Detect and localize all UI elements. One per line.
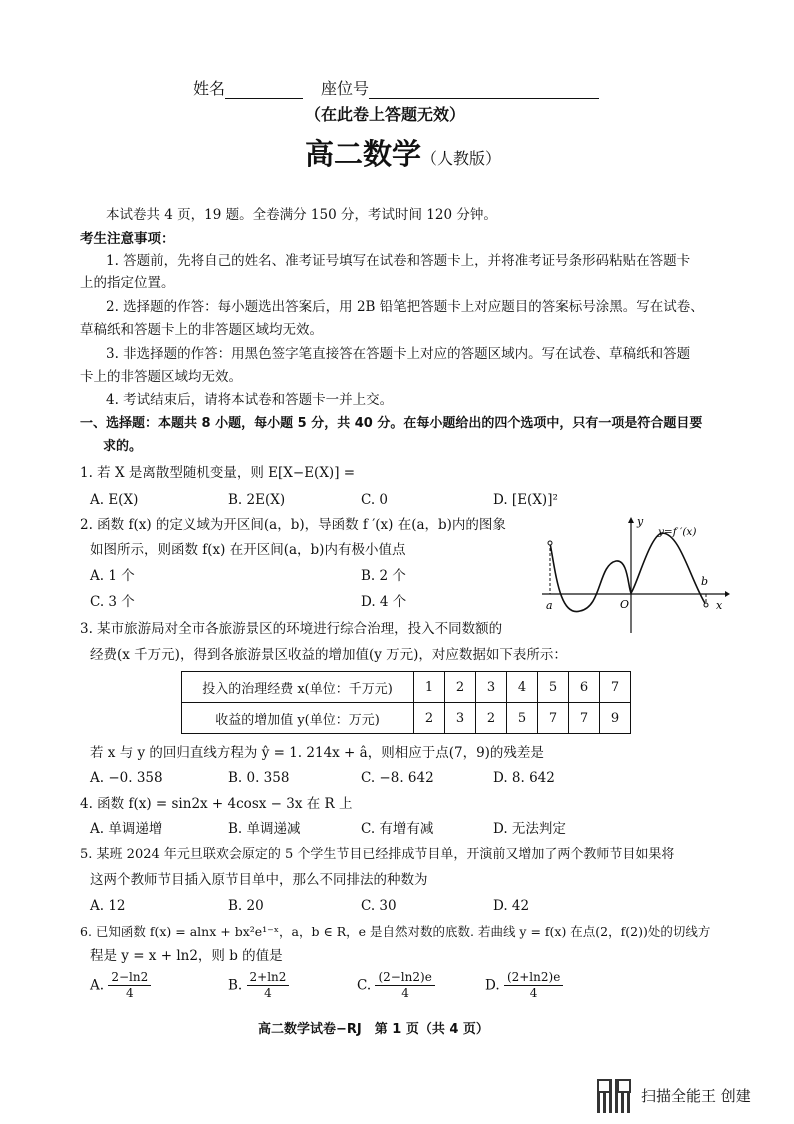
- name-blank: [225, 84, 303, 99]
- note-3b: 卡上的非答题区域均无效。: [80, 369, 242, 385]
- title-edition: （人教版）: [421, 149, 502, 168]
- y-cell: 2: [476, 703, 507, 734]
- q3-stem-a: 3. 某市旅游局对全市各旅游景区的环境进行综合治理，投入不同数额的: [80, 621, 503, 637]
- q4-option-d: D. 无法判定: [493, 821, 566, 837]
- q6-option-c: [357, 970, 435, 1001]
- q6-d-numerator: (2+ln2)e: [504, 970, 563, 986]
- intro-summary: 本试卷共 4 页，19 题。全卷满分 150 分，考试时间 120 分钟。: [106, 207, 497, 223]
- q3-regression: 若 x 与 y 的回归直线方程为 ŷ = 1. 214x + â，则相应于点(7，9)的残差是: [90, 745, 544, 761]
- note-3a: 3. 非选择题的作答：用黑色签字笔直接答在答题卡上对应的答题区域内。写在试卷、草稿纸和答题: [106, 346, 691, 362]
- q6-b-denominator: 4: [264, 986, 272, 1000]
- row1-label: 投入的治理经费 x(单位：千万元): [182, 672, 414, 703]
- notes-title: 考生注意事项：: [80, 231, 175, 247]
- y-cell: 7: [538, 703, 569, 734]
- note-2b: 草稿纸和答题卡上的非答题区域均无效。: [80, 322, 323, 338]
- q5-option-d: D. 42: [493, 898, 530, 914]
- q6-b-fraction: [247, 970, 290, 1001]
- y-cell: 3: [445, 703, 476, 734]
- q6-option-b: [228, 970, 289, 1001]
- q1-option-c: C. 0: [361, 492, 389, 508]
- page-footer: 高二数学试卷−RJ 第 1 页（共 4 页）: [258, 1022, 489, 1037]
- name-label: [193, 76, 303, 99]
- q3-option-b: B. 0. 358: [228, 770, 290, 786]
- title-main: 高二数学: [305, 137, 422, 171]
- a-endpoint: [548, 541, 552, 545]
- q6-c-denominator: 4: [401, 986, 409, 1000]
- q6-d-label: D.: [485, 977, 500, 994]
- q6-option-d: [485, 970, 563, 1001]
- y-cell: 2: [414, 703, 445, 734]
- derivative-graph: [540, 515, 730, 635]
- section1-heading-a: 一、选择题：本题共 8 小题，每小题 5 分，共 40 分。在每小题给出的四个选项中，只有一项是符合题目要: [80, 416, 703, 431]
- q6-a-label: A.: [90, 977, 105, 994]
- name-label-text: 姓名: [193, 79, 226, 98]
- q6-a-fraction: [108, 970, 151, 1001]
- section1-heading-b: 求的。: [103, 439, 143, 454]
- invalid-note: （在此卷上答题无效）: [305, 105, 466, 124]
- q2-option-c: C. 3 个: [90, 594, 135, 610]
- x-cell: 2: [445, 672, 476, 703]
- page-title: [305, 132, 501, 173]
- q6-c-label: C.: [357, 977, 372, 994]
- y-axis-arrow: [628, 517, 634, 523]
- seat-blank: [369, 84, 599, 99]
- q6-b-label: B.: [228, 977, 243, 994]
- q4-option-c: C. 有增有减: [361, 821, 434, 837]
- q2-option-b: B. 2 个: [361, 568, 406, 584]
- q5-option-a: A. 12: [90, 898, 126, 914]
- qr-code-icon: [597, 1079, 631, 1113]
- note-1b: 上的指定位置。: [80, 275, 175, 291]
- q3-data-table: [181, 671, 631, 734]
- y-cell: 9: [600, 703, 631, 734]
- q2-stem-a: 2. 函数 f(x) 的定义域为开区间(a，b)，导函数 f ′(x) 在(a，b)内的图象: [80, 517, 506, 533]
- q5-stem-a: 5. 某班 2024 年元旦联欢会原定的 5 个学生节目已经排成节目单，开演前又增加了两个教师节目如果将: [80, 847, 675, 862]
- b-endpoint: [704, 603, 708, 607]
- b-label: b: [701, 575, 709, 588]
- y-axis-label: y: [637, 515, 644, 528]
- q4-stem: 4. 函数 f(x) = sin2x + 4cosx − 3x 在 R 上: [80, 796, 353, 812]
- x-axis-arrow: [725, 591, 730, 597]
- note-1a: 1. 答题前，先将自己的姓名、准考证号填写在试卷和答题卡上，并将准考证号条形码粘贴在答题卡: [106, 253, 691, 269]
- seat-label: [321, 76, 599, 99]
- x-cell: 3: [476, 672, 507, 703]
- q1-option-a: A. E(X): [90, 492, 139, 508]
- q6-b-numerator: 2+ln2: [247, 970, 290, 986]
- row2-label: 收益的增加值 y(单位：万元): [182, 703, 414, 734]
- q6-d-fraction: [504, 970, 563, 1001]
- x-cell: 5: [538, 672, 569, 703]
- q6-c-numerator: (2−ln2)e: [375, 970, 434, 986]
- q1-option-d: D. [E(X)]²: [493, 492, 558, 508]
- x-cell: 1: [414, 672, 445, 703]
- q3-option-d: D. 8. 642: [493, 770, 555, 786]
- q2-option-a: A. 1 个: [90, 568, 135, 584]
- y-cell: 5: [507, 703, 538, 734]
- q6-a-numerator: 2−ln2: [108, 970, 151, 986]
- q6-option-a: [90, 970, 151, 1001]
- x-axis-label: x: [716, 599, 723, 612]
- a-label: a: [546, 599, 553, 612]
- q4-option-b: B. 单调递减: [228, 821, 301, 837]
- y-cell: 7: [569, 703, 600, 734]
- x-cell: 4: [507, 672, 538, 703]
- q6-stem-b: 程是 y = x + ln2，则 b 的值是: [90, 948, 283, 964]
- x-cell: 6: [569, 672, 600, 703]
- q3-stem-b: 经费(x 千万元)，得到各旅游景区收益的增加值(y 万元)，对应数据如下表所示：: [90, 647, 567, 663]
- note-2a: 2. 选择题的作答：每小题选出答案后，用 2B 铅笔把答题卡上对应题目的答案标号涂黑。写在试卷、: [106, 299, 704, 315]
- q3-option-a: A. −0. 358: [90, 770, 163, 786]
- q5-option-b: B. 20: [228, 898, 264, 914]
- q4-option-a: A. 单调递增: [90, 821, 163, 837]
- q6-a-denominator: 4: [125, 986, 134, 1000]
- q1-option-b: B. 2E(X): [228, 492, 286, 508]
- table-row-y: [182, 703, 631, 734]
- q5-stem-b: 这两个教师节目插入原节目单中，那么不同排法的种数为: [90, 872, 428, 888]
- q5-option-c: C. 30: [361, 898, 397, 914]
- note-4: 4. 考试结束后，请将本试卷和答题卡一并上交。: [106, 392, 394, 408]
- q2-option-d: D. 4 个: [361, 594, 407, 610]
- x-cell: 7: [600, 672, 631, 703]
- q3-option-c: C. −8. 642: [361, 770, 434, 786]
- q6-c-fraction: [375, 970, 434, 1001]
- origin-label: O: [620, 598, 630, 611]
- seat-label-text: 座位号: [321, 79, 370, 98]
- q1-stem: 1. 若 X 是离散型随机变量，则 E[X−E(X)] =: [80, 465, 356, 481]
- scanner-watermark: 扫描全能王 创建: [641, 1087, 751, 1105]
- q6-stem-a: 6. 已知函数 f(x) = alnx + bx²e¹⁻ˣ，a，b ∈ R，e 是自然对数的底数. 若曲线 y = f(x) 在点(2，f(2))处的切线方: [80, 924, 711, 939]
- curve-label: y=f ′(x): [658, 526, 697, 538]
- q6-d-denominator: 4: [529, 986, 538, 1000]
- q2-stem-b: 如图所示，则函数 f(x) 在开区间(a，b)内有极小值点: [90, 542, 406, 558]
- table-row-x: [182, 672, 631, 703]
